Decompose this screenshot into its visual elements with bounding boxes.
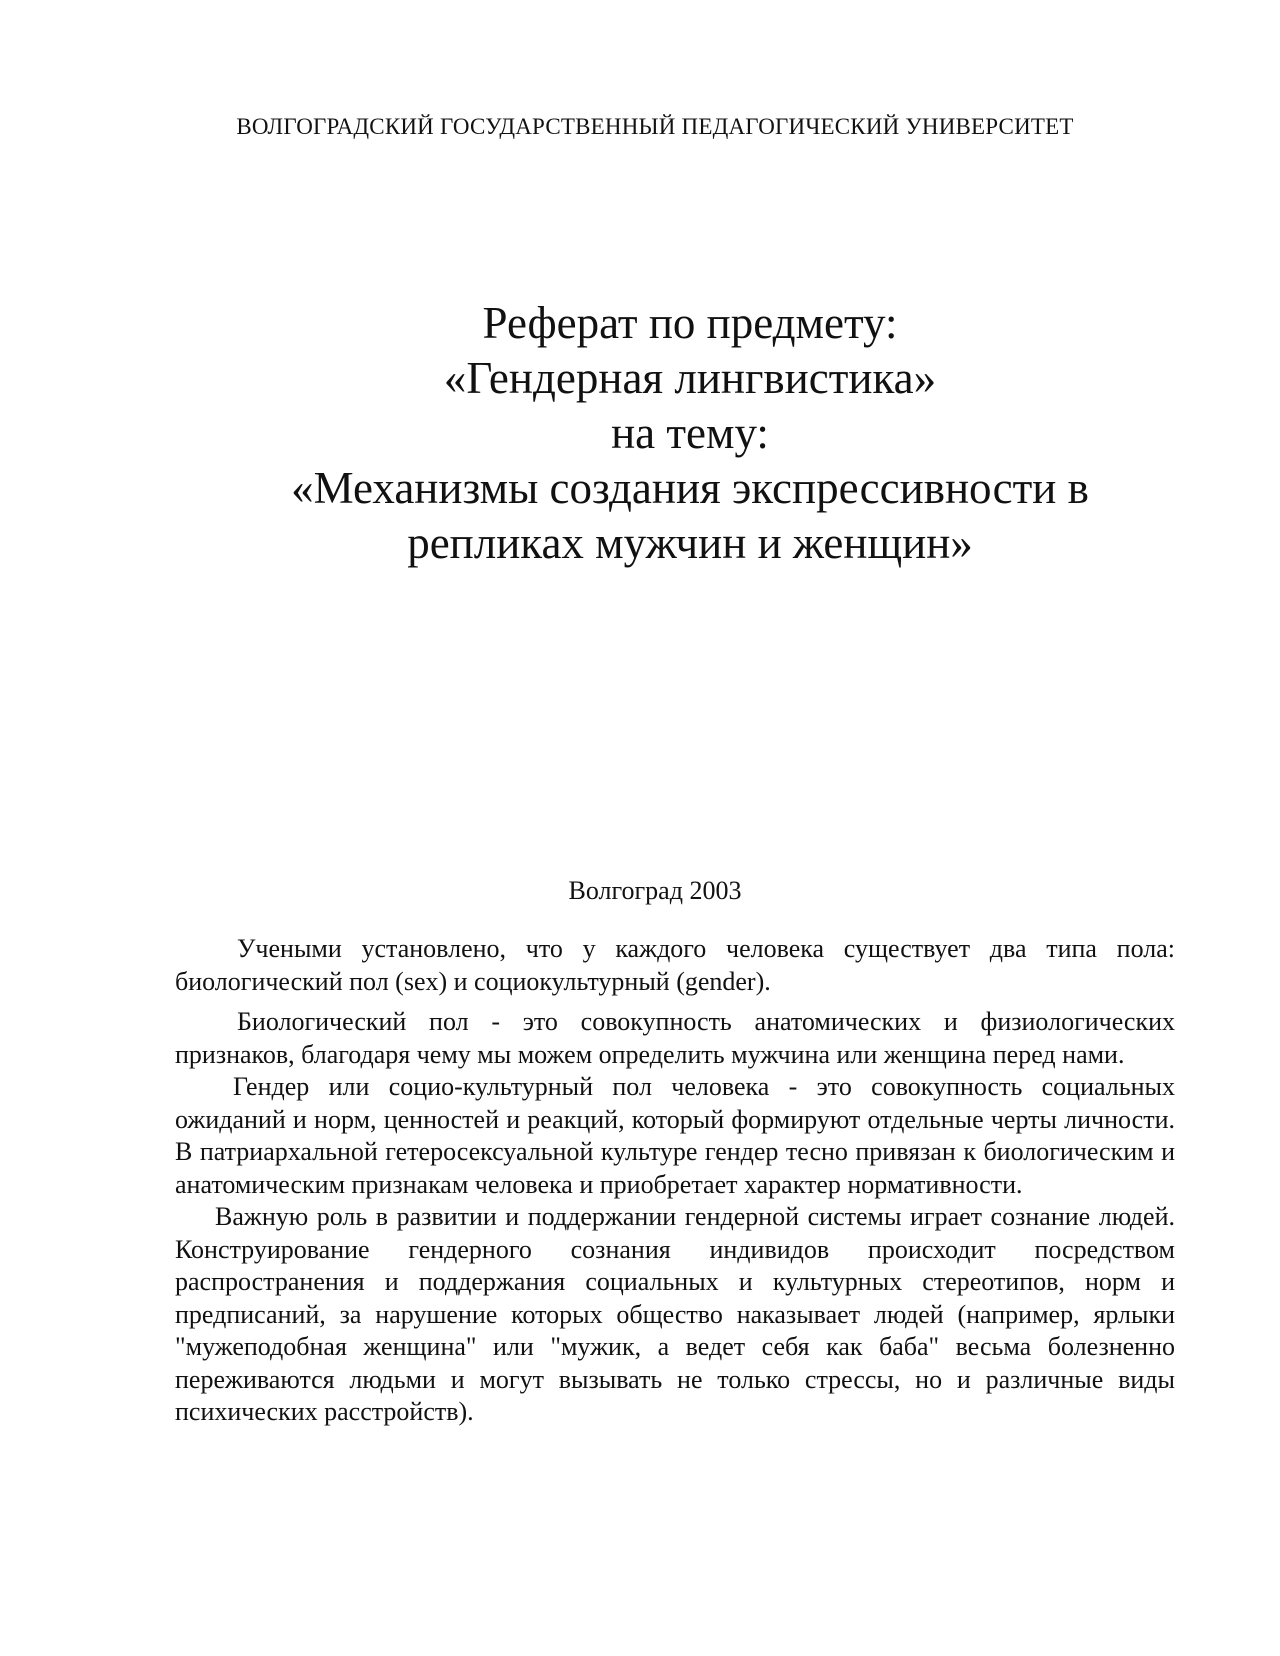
title-line-subject: «Гендерная лингвистика»: [443, 353, 937, 403]
city-year: Волгоград 2003: [568, 876, 742, 905]
title-line-topic-1: «Механизмы создания экспрессивности в: [291, 463, 1089, 513]
title-line-subject-label: Реферат по предмету:: [482, 298, 898, 348]
essay-title: [150, 296, 1230, 571]
title-line-topic-2: репликах мужчин и женщин»: [407, 518, 973, 568]
title-line-topic-label: на тему:: [611, 408, 769, 458]
paragraph: Биологический пол - это совокупность анатомических и физиологических признаков, благодаря чему мы можем определить мужчина или женщина перед нами.: [175, 1007, 1175, 1069]
paragraph: Важную роль в развитии и поддержании гендерной системы играет сознание людей. Конструирование гендерного сознания индивидов происходит посредством распространения и поддержания социальных и культурных стереотипов, норм и предписаний, за нарушение которых общество наказывает людей (например, ярлыки "мужеподобная женщина" или "мужик, а ведет себя как баба" весьма болезненно переживаются людьми и могут вызывать не только стрессы, но и различные виды психических расстройств).: [175, 1202, 1175, 1426]
body-text: [175, 933, 1175, 1429]
university-name: ВОЛГОГРАДСКИЙ ГОСУДАРСТВЕННЫЙ ПЕДАГОГИЧЕСКИЙ УНИВЕРСИТЕТ: [236, 114, 1074, 139]
paragraph: Учеными установлено, что у каждого человека существует два типа пола: биологический пол (sex) и социокультурный (gender).: [175, 934, 1175, 996]
paragraph: Гендер или социо-культурный пол человека - это совокупность социальных ожиданий и норм, ценностей и реакций, который формируют отдельные черты личности. В патриархальной гетеросексуальной культуре гендер тесно привязан к биологическим и анатомическим признакам человека и приобретает характер нормативности.: [175, 1072, 1175, 1199]
